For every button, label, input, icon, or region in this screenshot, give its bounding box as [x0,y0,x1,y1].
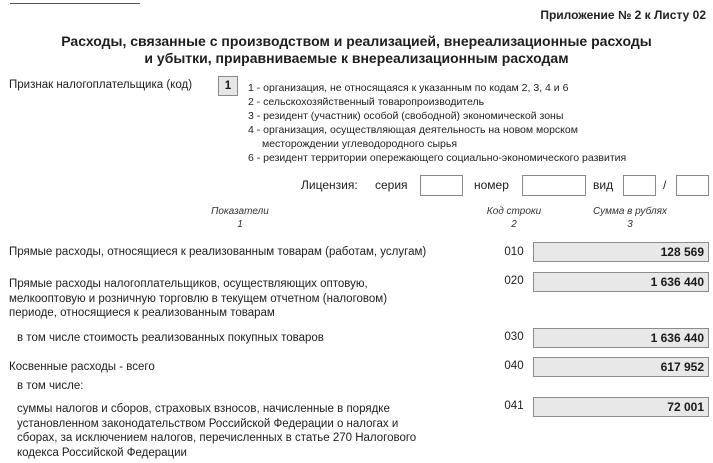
license-type-field-2[interactable] [676,175,709,196]
row-030-code: 030 [504,331,524,343]
col-header-code: Код строки [486,206,542,217]
col-header-sum: Сумма в рублях [593,206,667,217]
row-041-label: суммы налогов и сборов, страховых взносов, начисленные в порядке установленном законодательством Российской Федерации о налогах и сборах, за исключением налогов, перечисленных в статье 270 Налогового кодекса Российской Федерации [17,403,417,459]
top-cut-line [10,0,140,4]
row-040-value[interactable]: 617 952 [533,357,709,377]
row-010-label: Прямые расходы, относящиеся к реализованным товарам (работам, услугам) [9,246,427,258]
row-020-code: 020 [504,275,524,287]
license-label: Лицензия: [301,178,358,192]
taxpayer-sign-code-field[interactable]: 1 [218,76,238,96]
license-series-field[interactable] [420,175,463,196]
page-title-line1: Расходы, связанные с производством и реализацией, внереализационные расходы [61,33,652,49]
col-header-code-num: 2 [511,219,517,230]
row-040-label: Косвенные расходы - всего [9,361,155,373]
row-020-value[interactable]: 1 636 440 [533,272,709,292]
row-010-code: 010 [504,246,524,258]
taxpayer-option-1: 1 - организация, не относящаяся к указанным по кодам 2, 3, 4 и 6 [248,82,569,94]
license-number-label: номер [474,178,509,192]
license-number-field[interactable] [522,175,586,196]
taxpayer-option-2: 2 - сельскохозяйственный товаропроизводитель [248,96,485,108]
license-type-label: вид [593,178,614,192]
col-header-indicators: Показатели [211,206,269,217]
row-040-code: 040 [504,360,524,372]
license-type-field-1[interactable] [623,175,656,196]
row-030-label: в том числе стоимость реализованных покупных товаров [17,332,324,344]
taxpayer-option-4-cont: месторождении углеводородного сырья [262,138,458,150]
including-label: в том числе: [17,380,84,392]
license-type-separator: / [663,178,667,192]
row-041-value[interactable]: 72 001 [533,397,709,417]
col-header-sum-num: 3 [627,219,633,230]
row-020-label: Прямые расходы налогоплательщиков, осуществляющих оптовую, мелкооптовую и розничную торговлю в текущем отчетном (налоговом) периоде, относящиеся к реализованным товарам [9,278,388,320]
col-header-indicators-num: 1 [237,219,243,230]
row-041-code: 041 [504,400,524,412]
row-030-value[interactable]: 1 636 440 [533,328,709,348]
appendix-label: Приложение № 2 к Листу 02 [540,8,706,22]
taxpayer-option-3: 3 - резидент (участник) особой (свободной) экономической зоны [248,110,564,122]
taxpayer-option-4: 4 - организация, осуществляющая деятельность на новом морском [248,124,578,136]
page-title-line2: и убытки, приравниваемые к внереализационным расходам [144,50,569,66]
row-010-value[interactable]: 128 569 [533,242,709,262]
taxpayer-option-6: 6 - резидент территории опережающего социально-экономического развития [248,152,627,164]
license-series-label: серия [375,178,408,192]
taxpayer-sign-label: Признак налогоплательщика (код) [9,79,193,91]
